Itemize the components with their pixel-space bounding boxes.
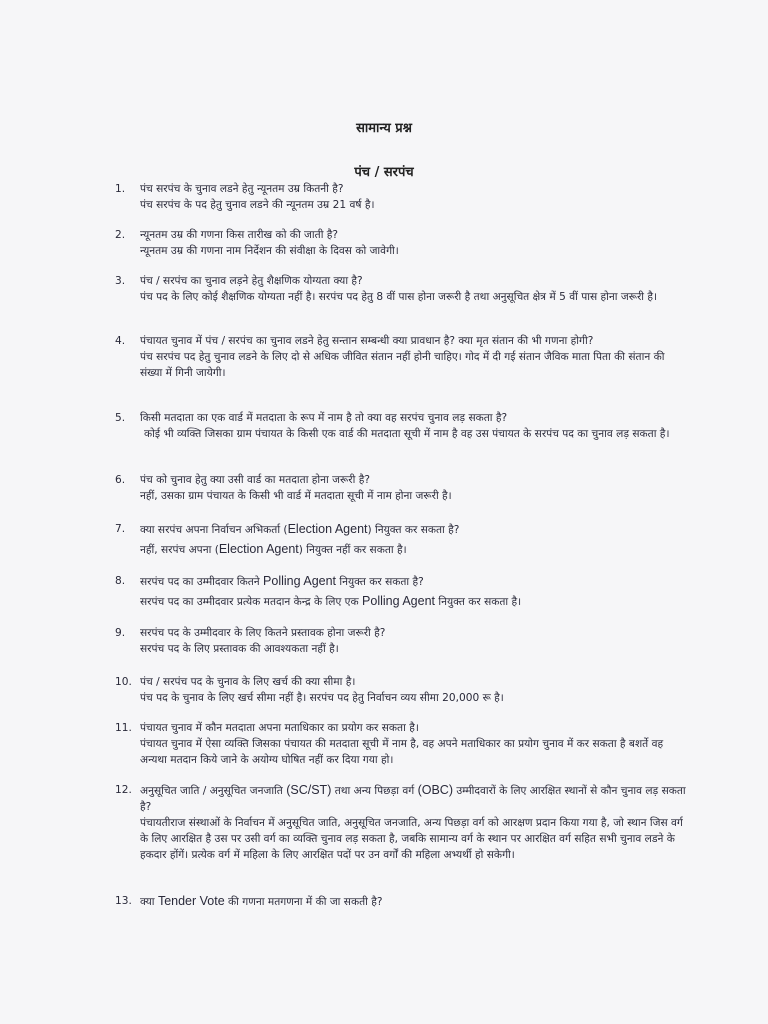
faq-answer: पंच पद के लिए कोई शैक्षणिक योग्यता नहीं है। सरपंच पद हेतु 8 वीं पास होना जरूरी है तथा अनुसूचित क्षेत्र में 5 वीं पास होना जरूरी है। xyxy=(140,291,658,303)
faq-number: 11. xyxy=(115,722,132,734)
faq-item xyxy=(115,674,690,706)
faq-number: 8. xyxy=(115,575,126,587)
faq-question: अनुसूचित जाति / अनुसूचित जनजाति (SC/ST) तथा अन्य पिछड़ा वर्ग (OBC) उम्मीदवारों के लिए आरक्षित स्थानों से कौन चुनाव लड़ सकता है? xyxy=(140,783,686,813)
faq-answer: पंच सरपंच पद हेतु चुनाव लडने के लिए दो से अधिक जीवित संतान नहीं होनी चाहिए। गोद में दी गई संतान जैविक माता पिता की संतान की संख्या में गिनी जायेगी। xyxy=(140,351,665,379)
faq-question: पंच / सरपंच पद के चुनाव के लिए खर्च की क्या सीमा है। xyxy=(140,676,356,688)
section-title: पंच / सरपंच xyxy=(354,165,414,180)
page-title: सामान्य प्रश्न xyxy=(356,121,412,136)
faq-number: 10. xyxy=(115,676,132,688)
faq-item xyxy=(115,573,690,610)
faq-item xyxy=(115,720,690,768)
faq-item xyxy=(115,625,690,657)
faq-question: न्यूनतम उम्र की गणना किस तारीख को की जाती है? xyxy=(140,229,339,241)
faq-answer: सरपंच पद का उम्मीदवार प्रत्येक मतदान केन्द्र के लिए एक Polling Agent नियुक्त कर सकता है। xyxy=(140,594,522,608)
faq-answer: पंच पद के चुनाव के लिए खर्च सीमा नहीं है। सरपंच पद हेतु निर्वाचन व्यय सीमा 20,000 रू है। xyxy=(140,692,504,704)
faq-number: 7. xyxy=(115,523,126,535)
faq-item xyxy=(115,227,690,259)
faq-answer: कोई भी व्यक्ति जिसका ग्राम पंचायत के किसी एक वार्ड की मतदाता सूची में नाम है वह उस पंचायत के सरपंच पद का चुनाव लड़ सकता है। xyxy=(144,428,670,440)
faq-answer: पंच सरपंच के पद हेतु चुनाव लडने की न्यूनतम उम्र 21 वर्ष है। xyxy=(140,199,375,211)
faq-question: पंच / सरपंच का चुनाव लड़ने हेतु शैक्षणिक योग्यता क्या है? xyxy=(140,275,363,287)
faq-item xyxy=(115,333,690,381)
faq-question: क्या Tender Vote की गणना मतगणना में की जा सकती है? xyxy=(140,894,383,908)
faq-question: पंचायत चुनाव में कौन मतदाता अपना मताधिकार का प्रयोग कर सकता है। xyxy=(140,722,419,734)
faq-number: 13. xyxy=(115,895,132,907)
faq-item xyxy=(115,472,690,504)
faq-question: सरपंच पद का उम्मीदवार कितने Polling Agent नियुक्त कर सकता है? xyxy=(140,574,424,588)
faq-item xyxy=(115,410,690,442)
faq-question: सरपंच पद के उम्मीदवार के लिए कितने प्रस्तावक होना जरूरी है? xyxy=(140,627,386,639)
faq-answer: न्यूनतम उम्र की गणना नाम निर्देशन की संवीक्षा के दिवस को जावेगी। xyxy=(140,245,399,257)
faq-number: 3. xyxy=(115,275,126,287)
faq-question: पंचायत चुनाव में पंच / सरपंच का चुनाव लडने हेतु सन्तान सम्बन्धी क्या प्रावधान है? क्या मृत संतान की भी गणना होगी? xyxy=(140,335,594,347)
faq-answer: पंचायत चुनाव में ऐसा व्यक्ति जिसका पंचायत की मतदाता सूची में नाम है, वह अपने मताधिकार का प्रयोग चुनाव में कर सकता है बशर्ते वह अन्यथा मतदान किये जाने के अयोग्य घोषित नहीं कर दिया गया हो। xyxy=(140,738,664,766)
faq-number: 5. xyxy=(115,412,126,424)
faq-item xyxy=(115,893,690,910)
faq-answer: नहीं, उसका ग्राम पंचायत के किसी भी वार्ड में मतदाता सूची में नाम होना जरूरी है। xyxy=(140,490,452,502)
faq-item xyxy=(115,782,690,863)
faq-item xyxy=(115,521,690,558)
faq-question: पंच को चुनाव हेतु क्या उसी वार्ड का मतदाता होना जरूरी है? xyxy=(140,474,370,486)
faq-item xyxy=(115,273,690,305)
faq-number: 6. xyxy=(115,474,126,486)
faq-answer: नहीं, सरपंच अपना (Election Agent) नियुक्त नहीं कर सकता है। xyxy=(140,542,407,556)
faq-question: किसी मतदाता का एक वार्ड में मतदाता के रूप में नाम है तो क्या वह सरपंच चुनाव लड़ सकता है? xyxy=(140,412,508,424)
faq-question: पंच सरपंच के चुनाव लडने हेतु न्यूनतम उम्र कितनी है? xyxy=(140,183,344,195)
faq-number: 1. xyxy=(115,183,126,195)
faq-number: 12. xyxy=(115,784,132,796)
faq-number: 4. xyxy=(115,335,126,347)
faq-number: 2. xyxy=(115,229,126,241)
faq-question: क्या सरपंच अपना निर्वाचन अभिकर्ता (Election Agent) नियुक्त कर सकता है? xyxy=(140,522,460,536)
faq-answer: पंचायतीराज संस्थाओं के निर्वाचन में अनुसूचित जाति, अनुसूचित जनजाति, अन्य पिछड़ा वर्ग को आरक्षण प्रदान किया गया है, जो स्थान जिस वर्ग के लिए आरक्षित है उस पर उसी वर्ग का व्यक्ति चुनाव लड़ सकता है, जबकि सामान्य वर्ग के स्थान पर आरक्षित वर्ग सहित सभी चुनाव लडने के हकदार होंगें। प्रत्येक वर्ग में महिला के लिए आरक्षित पदों पर उन वर्गों की महिला अभ्यर्थी हो सकेगी। xyxy=(140,817,683,861)
faq-item xyxy=(115,181,690,213)
faq-answer: सरपंच पद के लिए प्रस्तावक की आवश्यकता नहीं है। xyxy=(140,643,339,655)
faq-number: 9. xyxy=(115,627,126,639)
